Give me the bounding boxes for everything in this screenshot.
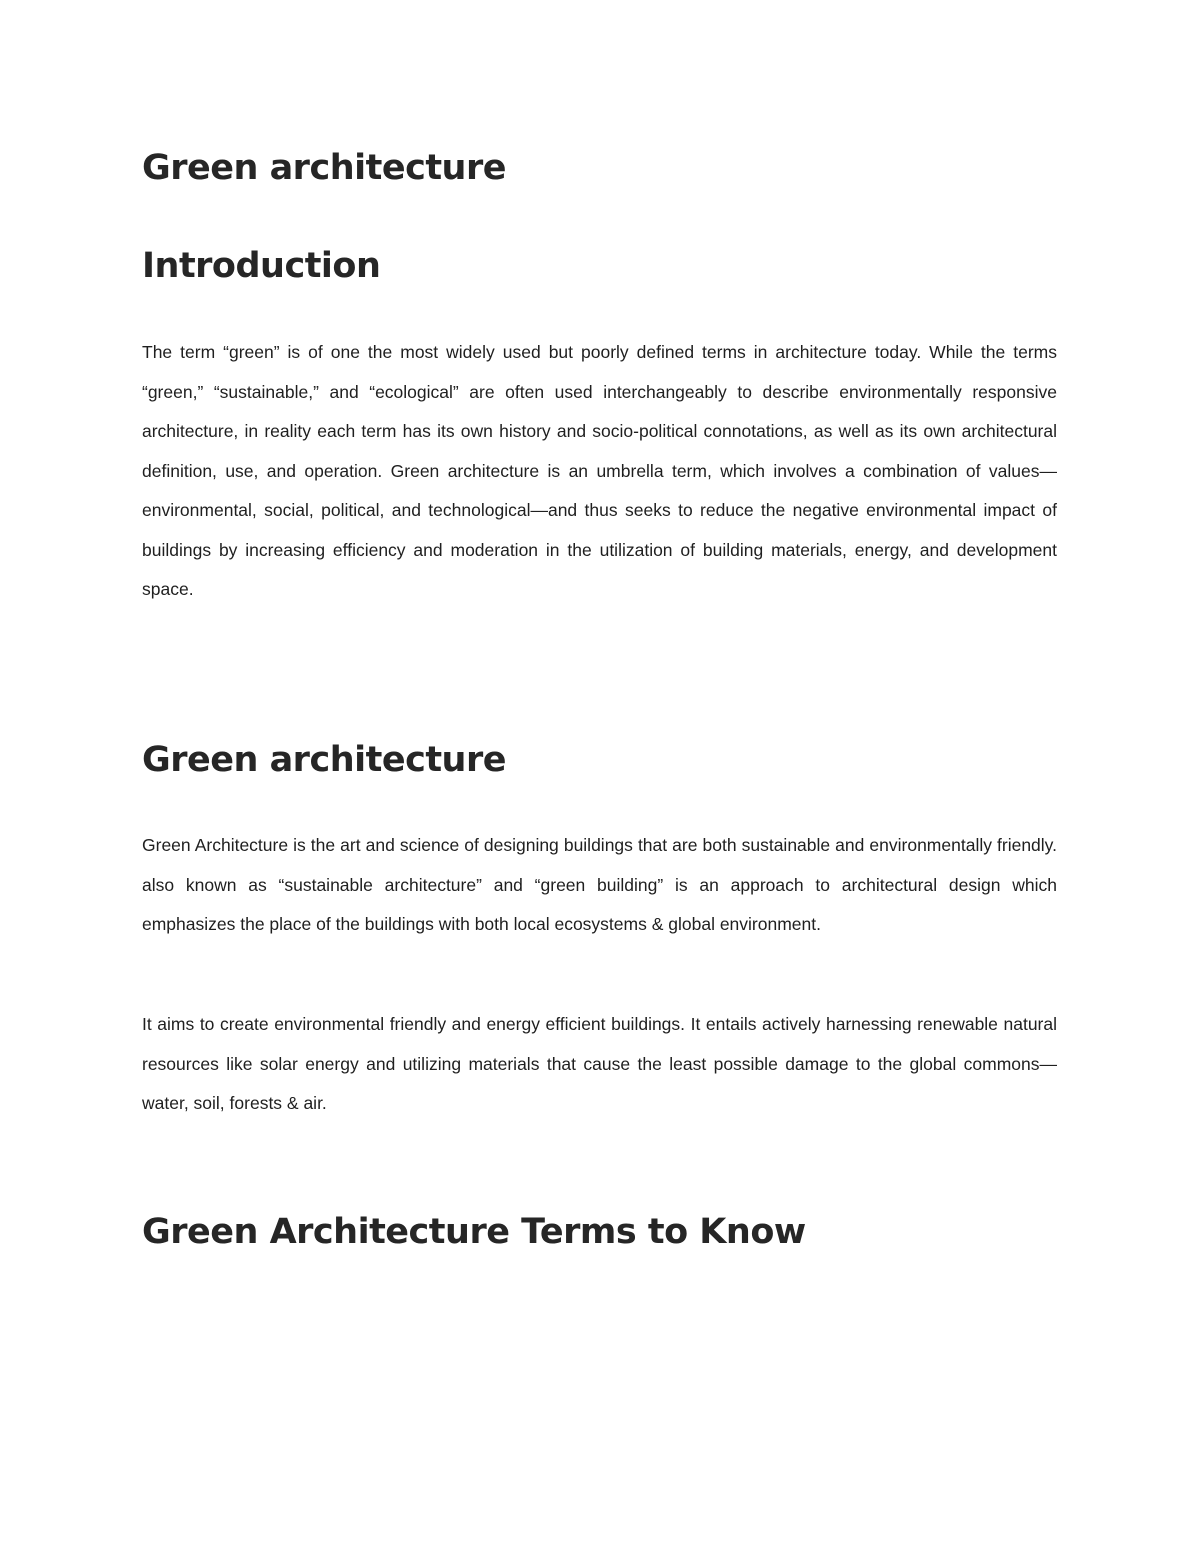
- page-title: Green architecture: [142, 148, 506, 188]
- green-architecture-heading: Green architecture: [142, 740, 506, 780]
- introduction-paragraph: The term “green” is of one the most widely used but poorly defined terms in architecture today. While the terms “green,” “sustainable,” and “ecological” are often used interchangeably to describe environmentally responsive architecture, in reality each term has its own history and socio-political connotations, as well as its own architectural definition, use, and operation. Green architecture is an umbrella term, which involves a combination of values—environmental, social, political, and technological—and thus seeks to reduce the negative environmental impact of buildings by increasing efficiency and moderation in the utilization of building materials, energy, and development space.: [142, 342, 1057, 599]
- green-architecture-paragraph-2: It aims to create environmental friendly and energy efficient buildings. It entails actively harnessing renewable natural resources like solar energy and utilizing materials that cause the least possible damage to the global commons—water, soil, forests & air.: [142, 1014, 1057, 1113]
- terms-heading: Green Architecture Terms to Know: [142, 1212, 806, 1252]
- green-architecture-paragraph-1: Green Architecture is the art and science of designing buildings that are both sustainable and environmentally friendly. also known as “sustainable architecture” and “green building” is an approach to architectural design which emphasizes the place of the buildings with both local ecosystems & global environment.: [142, 835, 1057, 934]
- introduction-heading: Introduction: [142, 246, 381, 286]
